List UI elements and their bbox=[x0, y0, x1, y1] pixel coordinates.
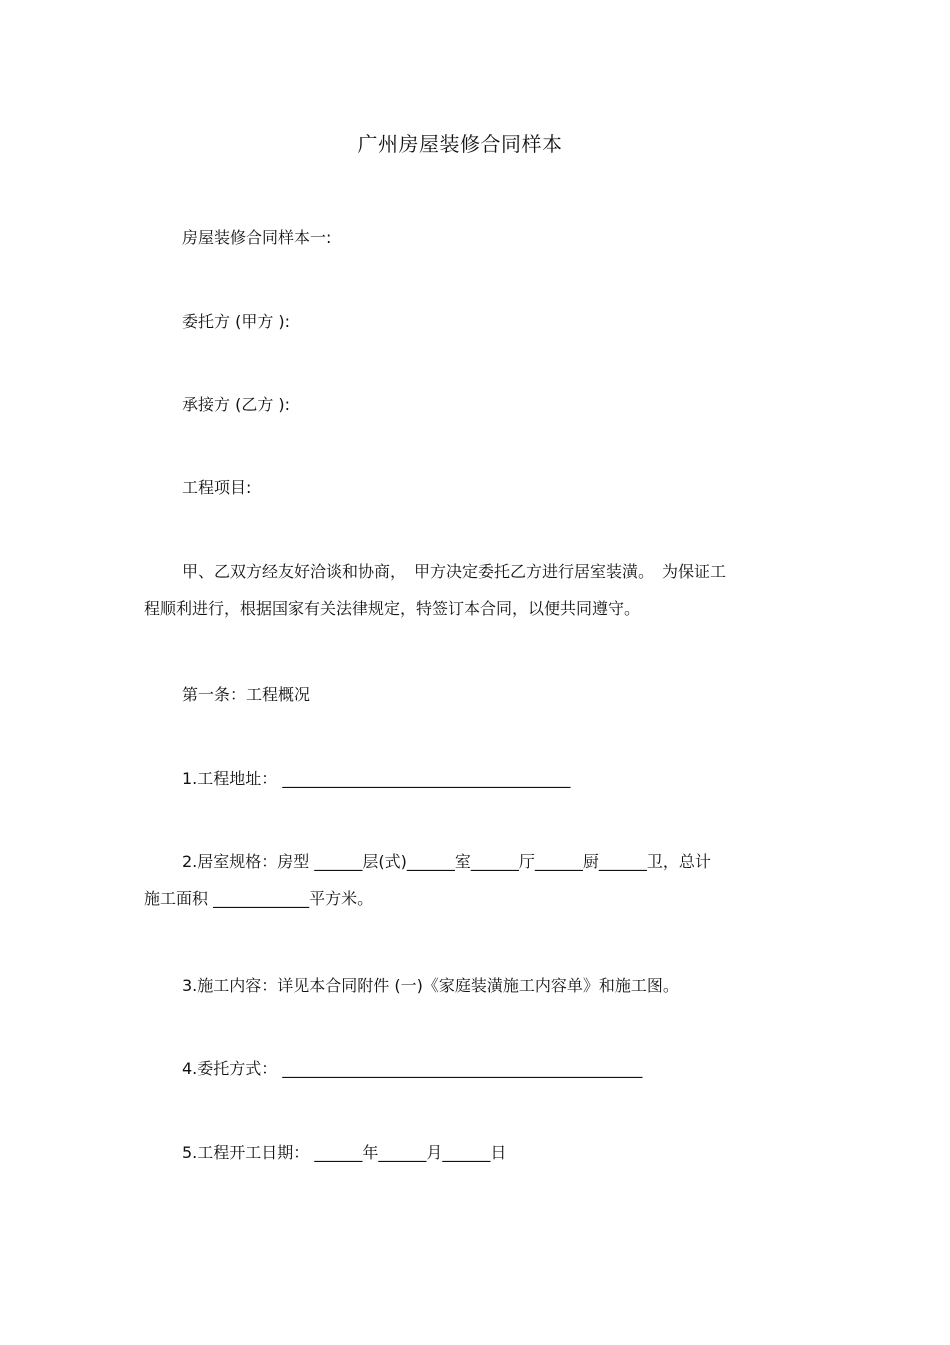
intro-line-2: 程顺利进行，根据国家有关法律规定，特签订本合同，以便共同遵守。 bbox=[144, 599, 641, 618]
item-3-content: 3.施工内容：详见本合同附件 (一)《家庭装潢施工内容单》和施工图。 bbox=[182, 976, 679, 995]
item-5-start-date: 5.工程开工日期： ______年______月______日 bbox=[182, 1143, 507, 1162]
item-2-line-2: 施工面积 ____________平方米。 bbox=[144, 889, 374, 908]
sample-heading: 房屋装修合同样本一: bbox=[182, 228, 332, 247]
article-1-heading: 第一条：工程概况 bbox=[182, 685, 311, 704]
party-b-line: 承接方 (乙方 ): bbox=[182, 395, 291, 414]
item-2-line-1: 2.居室规格：房型 ______层(式)______室______厅______厨______卫，总计 bbox=[182, 852, 711, 871]
document-title: 广州房屋装修合同样本 bbox=[357, 132, 563, 156]
project-line: 工程项目: bbox=[182, 478, 252, 497]
item-4-method: 4.委托方式： _____________________________________________ bbox=[182, 1059, 643, 1078]
party-a-line: 委托方 (甲方 ): bbox=[182, 312, 291, 331]
item-1-address: 1.工程地址： ____________________________________ bbox=[182, 769, 571, 788]
intro-line-1: 甲、乙双方经友好洽谈和协商， 甲方决定委托乙方进行居室装潢。 为保证工 bbox=[182, 562, 727, 581]
